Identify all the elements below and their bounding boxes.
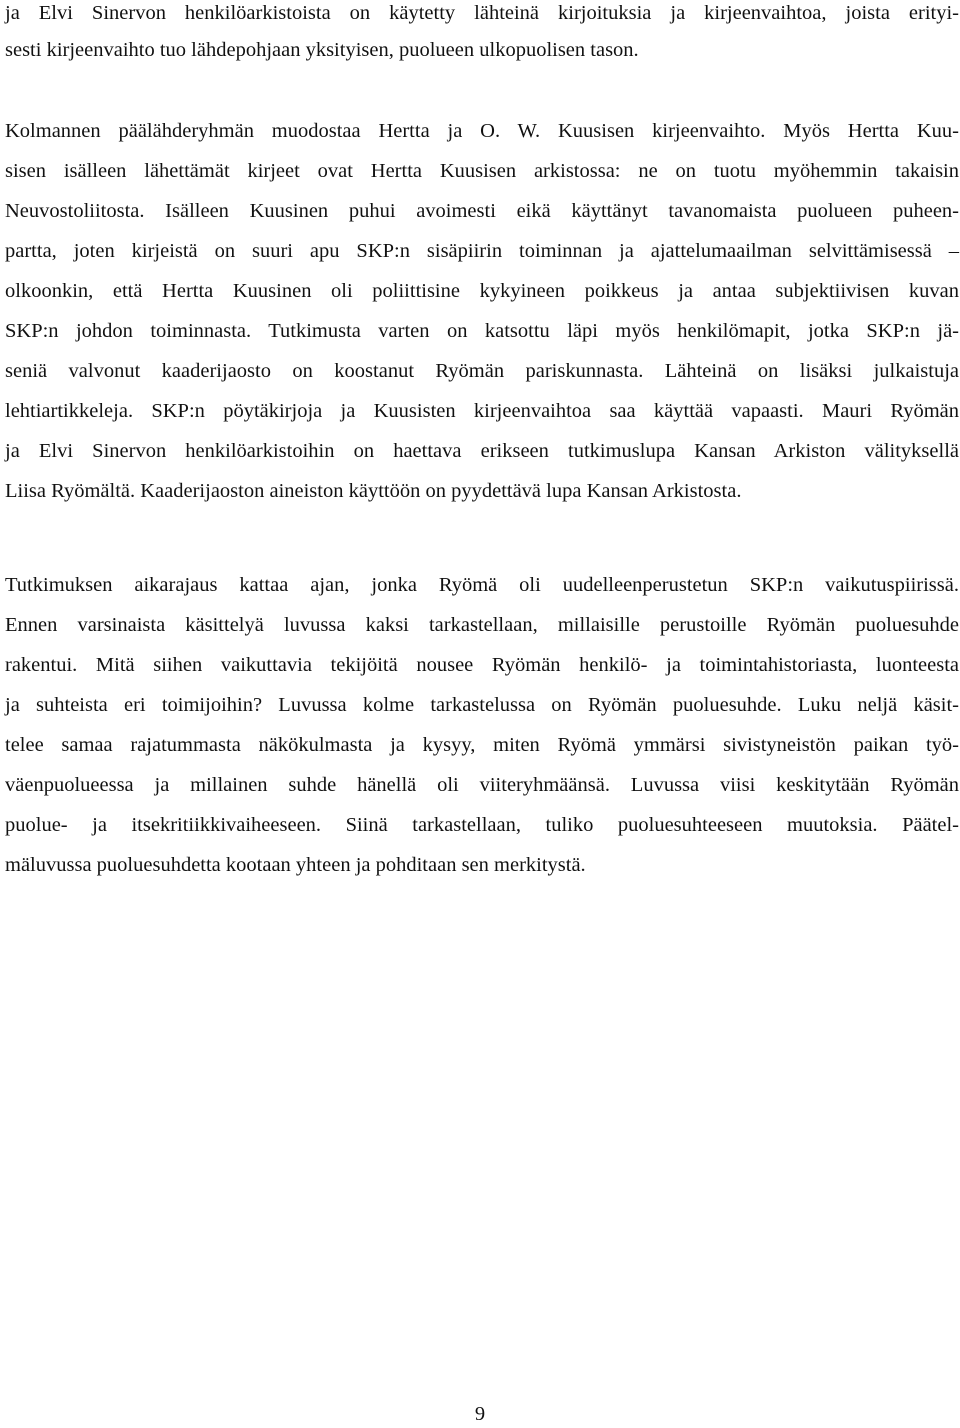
text-line: ja Elvi Sinervon henkilöarkistoihin on haettava erikseen tutkimuslupa Kansan Arkiston välityksellä <box>5 440 959 462</box>
text-line: SKP:n johdon toiminnasta. Tutkimusta varten on katsottu läpi myös henkilömapit, jotka SKP:n jä- <box>5 320 959 342</box>
page-number: 9 <box>474 1403 486 1425</box>
text-line: Tutkimuksen aikarajaus kattaa ajan, jonka Ryömä oli uudelleenperustetun SKP:n vaikutuspiirissä. <box>5 574 959 596</box>
text-line: ja Elvi Sinervon henkilöarkistoista on käytetty lähteinä kirjoituksia ja kirjeenvaihtoa, joista erityi- <box>5 2 959 24</box>
text-line: mäluvussa puoluesuhdetta kootaan yhteen ja pohditaan sen merkitystä. <box>5 854 586 876</box>
text-line: lehtiartikkeleja. SKP:n pöytäkirjoja ja Kuusisten kirjeenvaihtoa saa käyttää vapaasti. Mauri Ryömän <box>5 400 959 422</box>
text-line: sisen isälleen lähettämät kirjeet ovat Hertta Kuusisen arkistossa: ne on tuotu myöhemmin takaisin <box>5 160 959 182</box>
document-page <box>5 0 959 1425</box>
text-line: rakentui. Mitä siihen vaikuttavia tekijöitä nousee Ryömän henkilö- ja toimintahistoriasta, luonteesta <box>5 654 959 676</box>
text-line: Ennen varsinaista käsittelyä luvussa kaksi tarkastellaan, millaisille perustoille Ryömän puoluesuhde <box>5 614 959 636</box>
text-line: väenpuolueessa ja millainen suhde hänellä oli viiteryhmäänsä. Luvussa viisi keskitytään Ryömän <box>5 774 959 796</box>
text-line: sesti kirjeenvaihto tuo lähdepohjaan yksityisen, puolueen ulkopuolisen tason. <box>5 39 639 61</box>
text-line: partta, joten kirjeistä on suuri apu SKP:n sisäpiirin toiminnan ja ajattelumaailman selvittämisessä – <box>5 240 959 262</box>
text-line: olkoonkin, että Hertta Kuusinen oli poliittisine kykyineen poikkeus ja antaa subjektiivisen kuvan <box>5 280 959 302</box>
text-line: seniä valvonut kaaderijaosto on koostanut Ryömän pariskunnasta. Lähteinä on lisäksi julkaistuja <box>5 360 959 382</box>
text-line: Neuvostoliitosta. Isälleen Kuusinen puhui avoimesti eikä käyttänyt tavanomaista puolueen puheen- <box>5 200 959 222</box>
text-line: Liisa Ryömältä. Kaaderijaoston aineiston käyttöön on pyydettävä lupa Kansan Arkistosta. <box>5 480 742 502</box>
text-line: Kolmannen päälähderyhmän muodostaa Hertta ja O. W. Kuusisen kirjeenvaihto. Myös Hertta Kuu- <box>5 120 959 142</box>
text-line: ja suhteista eri toimijoihin? Luvussa kolme tarkastelussa on Ryömän puoluesuhde. Luku neljä käsit- <box>5 694 959 716</box>
text-line: telee samaa rajatummasta näkökulmasta ja kysyy, miten Ryömä ymmärsi sivistyneistön paikan työ- <box>5 734 959 756</box>
text-line: puolue- ja itsekritiikkivaiheeseen. Siinä tarkastellaan, tuliko puoluesuhteeseen muutoksia. Päätel- <box>5 814 959 836</box>
